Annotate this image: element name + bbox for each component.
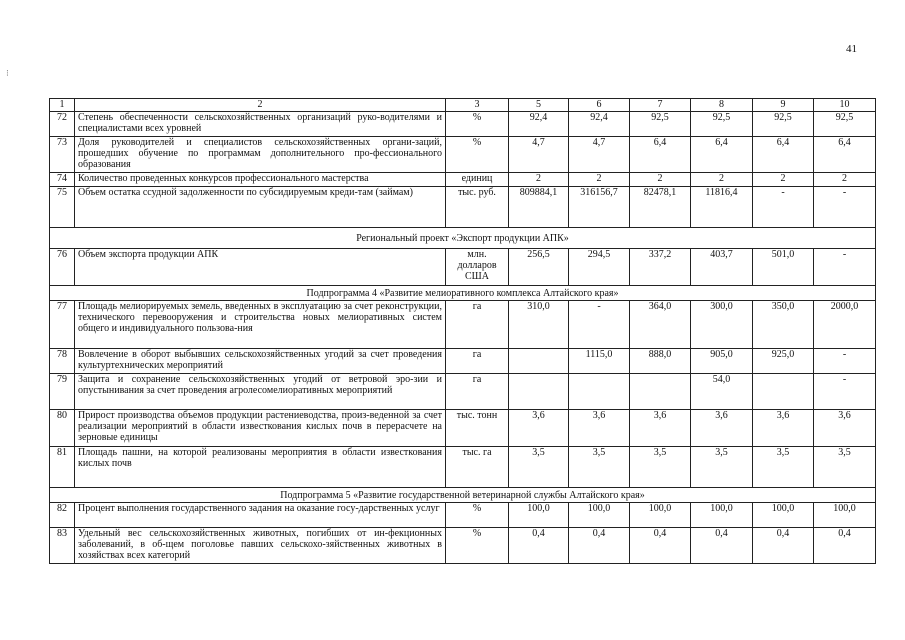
header-cell: 3: [446, 99, 509, 112]
value-cell: 82478,1: [630, 187, 691, 228]
value-cell: 310,0: [509, 301, 569, 349]
unit-cell: млн. долларов США: [446, 249, 509, 286]
header-cell: 7: [630, 99, 691, 112]
unit-cell: %: [446, 503, 509, 528]
value-cell: 100,0: [814, 503, 876, 528]
value-cell: 2: [753, 173, 814, 187]
header-cell: 9: [753, 99, 814, 112]
indicator-name: Вовлечение в оборот выбывших сельскохозяйственных угодий за счет проведения культуртехнических мероприятий: [75, 349, 446, 374]
value-cell: 92,4: [569, 112, 630, 137]
indicator-name: Защита и сохранение сельскохозяйственных угодий от ветровой эро-зии и опустынивания за счет проведения агролесомелиоративных мероприятий: [75, 374, 446, 410]
value-cell: 3,6: [814, 410, 876, 447]
value-cell: -: [814, 187, 876, 228]
value-cell: [509, 374, 569, 410]
value-cell: 809884,1: [509, 187, 569, 228]
unit-cell: %: [446, 528, 509, 564]
value-cell: 888,0: [630, 349, 691, 374]
indicator-name: Количество проведенных конкурсов профессионального мастерства: [75, 173, 446, 187]
table-row: [50, 503, 876, 528]
table-row: [50, 112, 876, 137]
value-cell: 6,4: [630, 137, 691, 173]
value-cell: 3,5: [569, 447, 630, 488]
value-cell: 350,0: [753, 301, 814, 349]
header-cell: 2: [75, 99, 446, 112]
value-cell: 4,7: [569, 137, 630, 173]
value-cell: 3,5: [691, 447, 753, 488]
value-cell: 100,0: [509, 503, 569, 528]
unit-cell: %: [446, 112, 509, 137]
section-row: [50, 228, 876, 249]
value-cell: 2: [509, 173, 569, 187]
value-cell: 2: [569, 173, 630, 187]
section-title: Подпрограмма 4 «Развитие мелиоративного комплекса Алтайского края»: [50, 286, 876, 301]
value-cell: 6,4: [691, 137, 753, 173]
header-cell: 10: [814, 99, 876, 112]
value-cell: 6,4: [814, 137, 876, 173]
value-cell: 0,4: [691, 528, 753, 564]
value-cell: 100,0: [691, 503, 753, 528]
indicator-name: Степень обеспеченности сельскохозяйственных организаций руко-водителями и специалистами всех уровней: [75, 112, 446, 137]
value-cell: 2: [691, 173, 753, 187]
section-title: Региональный проект «Экспорт продукции АПК»: [50, 228, 876, 249]
row-number: 72: [50, 112, 75, 137]
value-cell: 92,5: [630, 112, 691, 137]
table-row: [50, 137, 876, 173]
value-cell: 337,2: [630, 249, 691, 286]
table-row: [50, 187, 876, 228]
section-row: [50, 488, 876, 503]
value-cell: -: [814, 249, 876, 286]
table-row: [50, 301, 876, 349]
value-cell: 100,0: [569, 503, 630, 528]
section-title: Подпрограмма 5 «Развитие государственной ветеринарной службы Алтайского края»: [50, 488, 876, 503]
value-cell: 2: [630, 173, 691, 187]
header-cell: 8: [691, 99, 753, 112]
table-row: [50, 528, 876, 564]
value-cell: 364,0: [630, 301, 691, 349]
row-number: 81: [50, 447, 75, 488]
unit-cell: тыс. руб.: [446, 187, 509, 228]
header-row: [50, 99, 876, 112]
value-cell: 316156,7: [569, 187, 630, 228]
row-number: 75: [50, 187, 75, 228]
unit-cell: единиц: [446, 173, 509, 187]
value-cell: 4,7: [509, 137, 569, 173]
value-cell: 54,0: [691, 374, 753, 410]
value-cell: 256,5: [509, 249, 569, 286]
value-cell: [509, 349, 569, 374]
value-cell: 2: [814, 173, 876, 187]
value-cell: 0,4: [630, 528, 691, 564]
value-cell: 905,0: [691, 349, 753, 374]
value-cell: 3,6: [630, 410, 691, 447]
row-number: 77: [50, 301, 75, 349]
indicator-name: Удельный вес сельскохозяйственных животных, погибших от ин-фекционных заболеваний, в об-щем поголовье павших сельскохо-зяйственных животных в хозяйствах всех категорий: [75, 528, 446, 564]
value-cell: [630, 374, 691, 410]
value-cell: 501,0: [753, 249, 814, 286]
value-cell: 92,5: [814, 112, 876, 137]
indicator-name: Доля руководителей и специалистов сельскохозяйственных органи-заций, прошедших обучение по программам дополнительного про-фессионального образования: [75, 137, 446, 173]
indicator-name: Объем остатка ссудной задолженности по субсидируемым креди-там (займам): [75, 187, 446, 228]
header-cell: 1: [50, 99, 75, 112]
value-cell: [569, 374, 630, 410]
value-cell: 2000,0: [814, 301, 876, 349]
value-cell: -: [814, 349, 876, 374]
value-cell: 3,5: [814, 447, 876, 488]
indicator-name: Процент выполнения государственного задания на оказание госу-дарственных услуг: [75, 503, 446, 528]
value-cell: 403,7: [691, 249, 753, 286]
row-number: 76: [50, 249, 75, 286]
indicator-name: Площадь пашни, на которой реализованы мероприятия в области известкования кислых почв: [75, 447, 446, 488]
row-number: 83: [50, 528, 75, 564]
value-cell: -: [569, 301, 630, 349]
table-row: [50, 249, 876, 286]
value-cell: -: [753, 187, 814, 228]
value-cell: 0,4: [753, 528, 814, 564]
table-row: [50, 349, 876, 374]
table-row: [50, 410, 876, 447]
table-row: [50, 447, 876, 488]
value-cell: 3,6: [569, 410, 630, 447]
value-cell: 92,4: [509, 112, 569, 137]
row-number: 79: [50, 374, 75, 410]
unit-cell: тыс. тонн: [446, 410, 509, 447]
row-number: 78: [50, 349, 75, 374]
table-row: [50, 374, 876, 410]
value-cell: 11816,4: [691, 187, 753, 228]
indicator-name: Площадь мелиорируемых земель, введенных в эксплуатацию за счет реконструкции, технического перевооружения и строительства новых мелиоративных систем общего и индивидуального пользова-ния: [75, 301, 446, 349]
value-cell: 3,5: [509, 447, 569, 488]
unit-cell: %: [446, 137, 509, 173]
row-number: 82: [50, 503, 75, 528]
value-cell: 925,0: [753, 349, 814, 374]
unit-cell: тыс. га: [446, 447, 509, 488]
unit-cell: га: [446, 374, 509, 410]
unit-cell: га: [446, 301, 509, 349]
value-cell: 300,0: [691, 301, 753, 349]
header-cell: 6: [569, 99, 630, 112]
value-cell: 0,4: [509, 528, 569, 564]
scan-artifact: ⁝: [6, 68, 9, 78]
indicators-table: [49, 98, 876, 564]
header-cell: 5: [509, 99, 569, 112]
indicator-name: Прирост производства объемов продукции растениеводства, произ-веденной за счет реализации мероприятий в области известкования кислых почв в перерасчете на зерновые единицы: [75, 410, 446, 447]
value-cell: 100,0: [753, 503, 814, 528]
row-number: 80: [50, 410, 75, 447]
value-cell: 100,0: [630, 503, 691, 528]
value-cell: 3,6: [753, 410, 814, 447]
indicator-name: Объем экспорта продукции АПК: [75, 249, 446, 286]
row-number: 74: [50, 173, 75, 187]
unit-cell: га: [446, 349, 509, 374]
value-cell: 0,4: [814, 528, 876, 564]
value-cell: 92,5: [753, 112, 814, 137]
value-cell: 1115,0: [569, 349, 630, 374]
value-cell: 3,6: [691, 410, 753, 447]
value-cell: 3,5: [753, 447, 814, 488]
value-cell: 294,5: [569, 249, 630, 286]
value-cell: 3,5: [630, 447, 691, 488]
value-cell: 3,6: [509, 410, 569, 447]
row-number: 73: [50, 137, 75, 173]
value-cell: 92,5: [691, 112, 753, 137]
table-body: [50, 99, 876, 564]
value-cell: 0,4: [569, 528, 630, 564]
page-number: 41: [846, 43, 857, 55]
value-cell: [753, 374, 814, 410]
section-row: [50, 286, 876, 301]
value-cell: 6,4: [753, 137, 814, 173]
value-cell: -: [814, 374, 876, 410]
table-row: [50, 173, 876, 187]
